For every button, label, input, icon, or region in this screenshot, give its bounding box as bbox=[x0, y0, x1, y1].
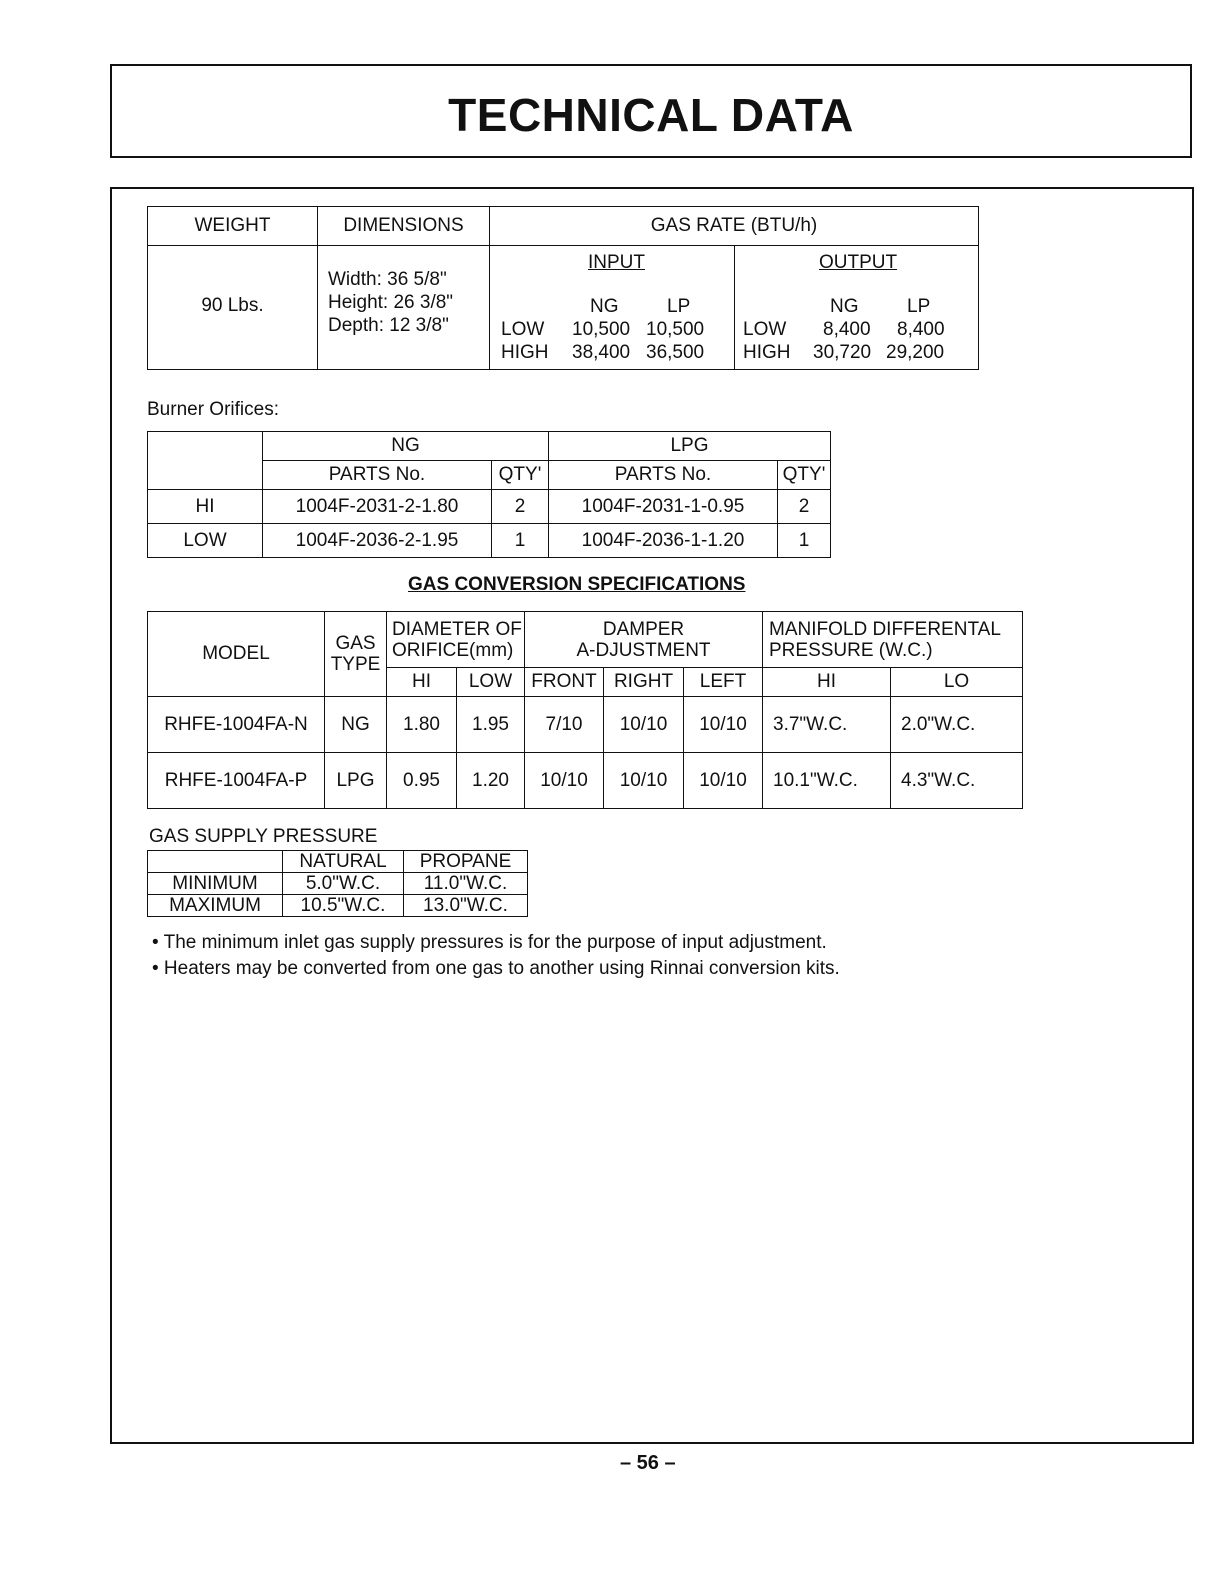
conversion-right: 10/10 bbox=[604, 697, 684, 753]
conversion-low-header: LOW bbox=[457, 668, 525, 697]
input-low-lp: 10,500 bbox=[646, 319, 705, 340]
dimension-width: Width: 36 5/8" bbox=[328, 269, 447, 290]
conversion-manifold-lo-header: LO bbox=[891, 668, 1023, 697]
output-high-ng: 30,720 bbox=[813, 342, 872, 363]
orifices-corner bbox=[148, 432, 263, 490]
orifices-lpg-qty: 2 bbox=[778, 490, 831, 524]
table-row bbox=[148, 490, 831, 524]
orifices-row-label: LOW bbox=[148, 524, 263, 558]
conversion-front: 7/10 bbox=[525, 697, 604, 753]
note-item: • Heaters may be converted from one gas to another using Rinnai conversion kits. bbox=[152, 958, 840, 979]
diameter-line-2: ORIFICE(mm) bbox=[392, 639, 514, 661]
conversion-left: 10/10 bbox=[684, 697, 763, 753]
conversion-low: 1.20 bbox=[457, 753, 525, 809]
conversion-damper-header bbox=[525, 612, 763, 668]
conversion-front: 10/10 bbox=[525, 753, 604, 809]
conversion-right-header: RIGHT bbox=[604, 668, 684, 697]
diameter-line-1: DIAMETER OF bbox=[392, 618, 522, 640]
orifices-ng-parts-header: PARTS No. bbox=[263, 461, 492, 490]
input-lp-header: LP bbox=[667, 296, 691, 317]
conversion-left-header: LEFT bbox=[684, 668, 763, 697]
conversion-table bbox=[147, 611, 1023, 809]
conversion-gas: LPG bbox=[325, 753, 387, 809]
input-rate-cell bbox=[490, 246, 735, 370]
conversion-right: 10/10 bbox=[604, 753, 684, 809]
title-box bbox=[110, 64, 1192, 158]
output-low-ng: 8,400 bbox=[823, 319, 871, 340]
weight-value: 90 Lbs. bbox=[201, 294, 264, 316]
conversion-manifold-header bbox=[763, 612, 1023, 668]
conversion-model: RHFE-1004FA-P bbox=[148, 753, 325, 809]
supply-row-label: MAXIMUM bbox=[148, 895, 283, 917]
conversion-hi: 1.80 bbox=[387, 697, 457, 753]
manifold-line-2: PRESSURE (W.C.) bbox=[769, 639, 933, 661]
conversion-model-header: MODEL bbox=[148, 612, 325, 697]
dimensions-block bbox=[318, 246, 489, 337]
manifold-line-1: MANIFOLD DIFFERENTAL bbox=[769, 618, 1001, 640]
weight-header: WEIGHT bbox=[148, 207, 318, 246]
orifices-ng-header: NG bbox=[263, 432, 549, 461]
supply-corner bbox=[148, 851, 283, 873]
supply-natural: 5.0"W.C. bbox=[283, 873, 404, 895]
supply-propane: 13.0"W.C. bbox=[404, 895, 528, 917]
dimension-height: Height: 26 3/8" bbox=[328, 292, 454, 313]
dimensions-header: DIMENSIONS bbox=[318, 207, 490, 246]
page-title: TECHNICAL DATA bbox=[448, 89, 854, 141]
orifices-lpg-part: 1004F-2036-1-1.20 bbox=[549, 524, 778, 558]
conversion-manifold-hi: 10.1"W.C. bbox=[763, 753, 891, 809]
orifices-ng-part: 1004F-2036-2-1.95 bbox=[263, 524, 492, 558]
input-high-lp: 36,500 bbox=[646, 342, 705, 363]
dimension-depth: Depth: 12 3/8" bbox=[328, 315, 449, 336]
supply-row-label: MINIMUM bbox=[148, 873, 283, 895]
table-row bbox=[148, 697, 1023, 753]
table-row bbox=[148, 895, 528, 917]
orifices-ng-qty: 2 bbox=[492, 490, 549, 524]
conversion-gas-type-header bbox=[325, 612, 387, 697]
supply-table bbox=[147, 850, 528, 917]
conversion-manifold-lo: 4.3"W.C. bbox=[891, 753, 1023, 809]
output-high-label: HIGH bbox=[743, 342, 791, 363]
damper-line-1: DAMPER bbox=[602, 618, 685, 640]
input-label: INPUT bbox=[588, 252, 645, 273]
damper-line-2: A-DJUSTMENT bbox=[576, 639, 711, 661]
orifices-lpg-qty: 1 bbox=[778, 524, 831, 558]
gas-type-line-2: TYPE bbox=[330, 654, 381, 675]
supply-title: GAS SUPPLY PRESSURE bbox=[149, 826, 378, 847]
orifices-ng-qty-header: QTY' bbox=[492, 461, 549, 490]
orifices-lpg-part: 1004F-2031-1-0.95 bbox=[549, 490, 778, 524]
input-high-label: HIGH bbox=[501, 342, 549, 363]
orifices-lpg-parts-header: PARTS No. bbox=[549, 461, 778, 490]
conversion-gas: NG bbox=[325, 697, 387, 753]
conversion-front-header: FRONT bbox=[525, 668, 604, 697]
gas-rate-header: GAS RATE (BTU/h) bbox=[490, 207, 979, 246]
input-high-ng: 38,400 bbox=[572, 342, 631, 363]
note-item: • The minimum inlet gas supply pressures is for the purpose of input adjustment. bbox=[152, 932, 827, 953]
specs-table bbox=[147, 206, 979, 370]
output-low-lp: 8,400 bbox=[897, 319, 945, 340]
orifices-ng-qty: 1 bbox=[492, 524, 549, 558]
conversion-left: 10/10 bbox=[684, 753, 763, 809]
output-label: OUTPUT bbox=[819, 252, 898, 273]
conversion-manifold-lo: 2.0"W.C. bbox=[891, 697, 1023, 753]
conversion-title: GAS CONVERSION SPECIFICATIONS bbox=[408, 574, 746, 595]
table-row bbox=[148, 873, 528, 895]
orifices-ng-part: 1004F-2031-2-1.80 bbox=[263, 490, 492, 524]
table-row bbox=[148, 524, 831, 558]
output-lp-header: LP bbox=[907, 296, 931, 317]
output-low-label: LOW bbox=[743, 319, 787, 340]
conversion-low: 1.95 bbox=[457, 697, 525, 753]
burner-orifices-label: Burner Orifices: bbox=[147, 399, 279, 420]
input-low-ng: 10,500 bbox=[572, 319, 631, 340]
supply-propane-header: PROPANE bbox=[404, 851, 528, 873]
input-ng-header: NG bbox=[590, 296, 619, 317]
output-rate-cell bbox=[735, 246, 979, 370]
supply-natural-header: NATURAL bbox=[283, 851, 404, 873]
conversion-model: RHFE-1004FA-N bbox=[148, 697, 325, 753]
output-high-lp: 29,200 bbox=[886, 342, 945, 363]
output-ng-header: NG bbox=[830, 296, 859, 317]
input-low-label: LOW bbox=[501, 319, 545, 340]
supply-natural: 10.5"W.C. bbox=[283, 895, 404, 917]
conversion-hi: 0.95 bbox=[387, 753, 457, 809]
gas-type-line-1: GAS bbox=[335, 633, 376, 654]
conversion-manifold-hi: 3.7"W.C. bbox=[763, 697, 891, 753]
conversion-diameter-header bbox=[387, 612, 525, 668]
orifices-lpg-header: LPG bbox=[549, 432, 831, 461]
page-number: – 56 – bbox=[620, 1452, 676, 1474]
orifices-row-label: HI bbox=[148, 490, 263, 524]
supply-propane: 11.0"W.C. bbox=[404, 873, 528, 895]
conversion-manifold-hi-header: HI bbox=[763, 668, 891, 697]
conversion-hi-header: HI bbox=[387, 668, 457, 697]
orifices-table bbox=[147, 431, 831, 558]
table-row bbox=[148, 753, 1023, 809]
orifices-lpg-qty-header: QTY' bbox=[778, 461, 831, 490]
main-content-box bbox=[110, 187, 1194, 1444]
